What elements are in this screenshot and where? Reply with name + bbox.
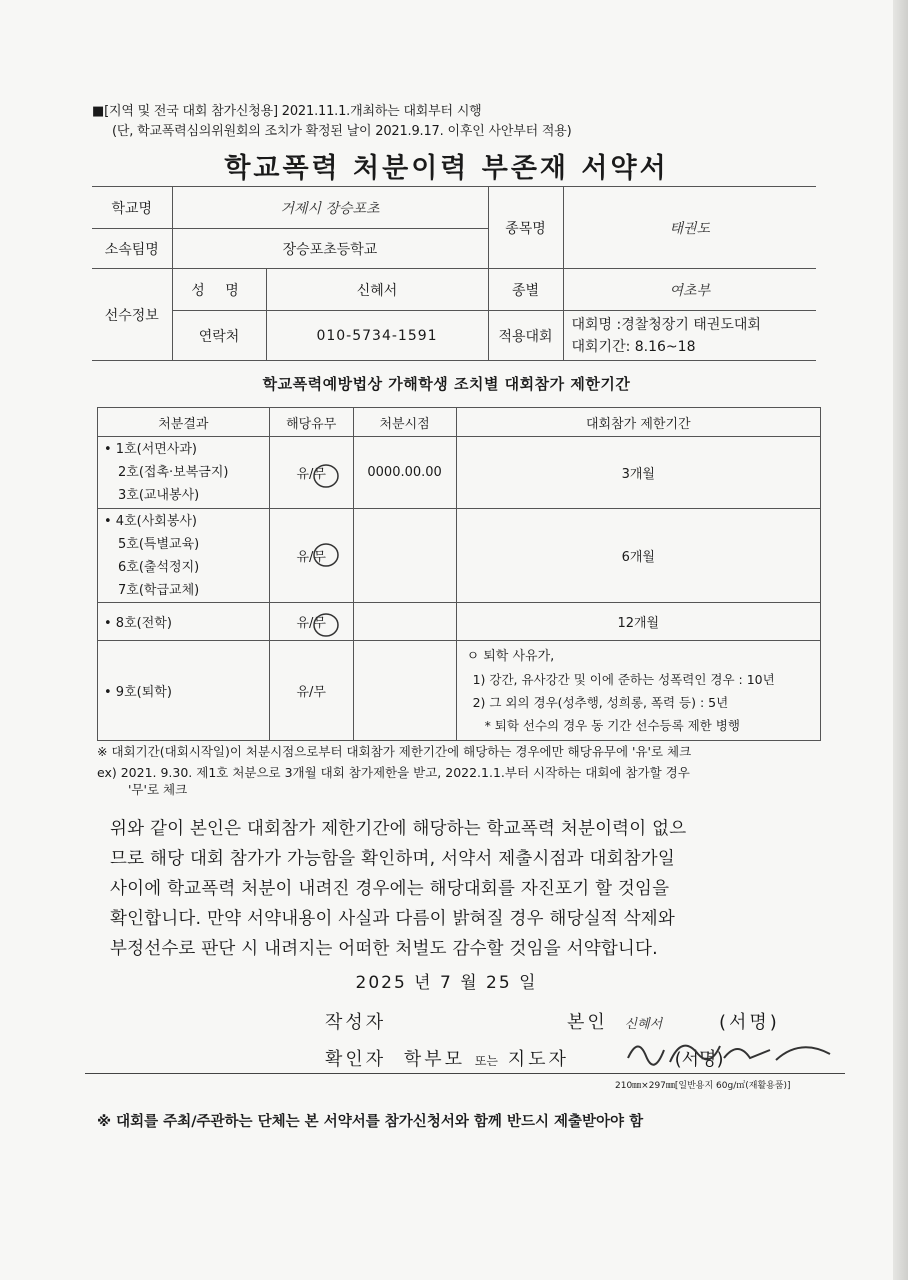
circle-mark (314, 544, 338, 566)
notice-line-2: (단, 학교폭력심의위원회의 조치가 확정된 날이 2021.9.17. 이후인 사안부터 적용) (112, 124, 572, 139)
row3-period: 12개월 (456, 603, 820, 641)
result-item: 2호(접촉·보복금지) (118, 465, 229, 480)
writer-label: 작성자 (325, 1012, 387, 1033)
period-line: 1) 강간, 유사강간 및 이에 준하는 성폭력인 경우 : 10년 (472, 671, 775, 687)
square-mark: ■ (92, 104, 105, 119)
result-item: • 1호(서면사과) (104, 442, 198, 457)
period-line: 2) 그 외의 경우(성추행, 성희롱, 폭력 등) : 5년 (472, 694, 729, 710)
self-name-handwritten: 신혜서 (624, 1017, 663, 1032)
bottom-divider (85, 1073, 845, 1074)
result-item: • 4호(사회봉사) (104, 513, 198, 529)
note-3: '무'로 체크 (128, 782, 188, 797)
checker-label: 확인자 (325, 1049, 387, 1070)
section-title: 학교폭력예방법상 가해학생 조치별 대회참가 제한기간 (262, 375, 631, 393)
notice-line-1-text: [지역 및 전국 대회 참가신청용] 2021.11.1.개최하는 대회부터 시행 (104, 104, 482, 119)
signature-stroke (628, 1046, 830, 1065)
circle-mark (314, 614, 338, 636)
col-header-applicable: 해당유무 (269, 408, 353, 437)
col-header-date: 처분시점 (353, 408, 456, 437)
pledge-line: 확인합니다. 만약 서약내용이 사실과 다름이 밝혀질 경우 해당실적 삭제와 (110, 909, 676, 929)
notice-line-1 (92, 100, 482, 119)
competition-cell (563, 311, 816, 361)
note-2: ex) 2021. 9.30. 제1호 처분으로 3개월 대회 참가제한을 받고, 2022.1.1.부터 시작하는 대회에 참가할 경우 (97, 765, 690, 780)
col-header-result: 처분결과 (98, 408, 270, 437)
row3-date (353, 603, 456, 641)
contact-label: 연락처 (172, 311, 266, 361)
period-line: * 퇴학 선수의 경우 동 기간 선수등록 제한 병행 (484, 717, 740, 733)
note-1: ※ 대회기간(대회시작일)이 처분시점으로부터 대회참가 제한기간에 해당하는 경우에만 해당유무에 '유'로 체크 (97, 744, 692, 759)
coach-label: 지도자 (507, 1049, 569, 1070)
pledge-body (110, 814, 830, 964)
handwritten-signature (620, 1028, 850, 1078)
row4-date (353, 641, 456, 741)
row1-applicable: 유/무 (269, 437, 353, 509)
discipline-table (97, 407, 821, 741)
paper-spec: 210㎜×297㎜[일반용지 60g/㎡(재활용품)] (615, 1081, 791, 1091)
col-header-period: 대회참가 제한기간 (456, 408, 820, 437)
row1-results (98, 437, 270, 509)
applied-label: 적용대회 (488, 311, 563, 361)
circle-marks (296, 456, 356, 656)
row1-date: 0000.00.00 (353, 437, 456, 509)
row2-results (98, 509, 270, 603)
event-value: 태권도 (563, 187, 816, 269)
self-label: 본인 (567, 1012, 608, 1033)
team-value: 장승포초등학교 (172, 229, 488, 269)
result-item: 5호(특별교육) (118, 536, 200, 552)
school-value: 거제시 장승포초 (172, 187, 488, 229)
pledge-line: 사이에 학교폭력 처분이 내려진 경우에는 해당대회를 자진포기 할 것임을 (110, 879, 670, 899)
row2-date (353, 509, 456, 603)
row4-applicable: 유/무 (269, 641, 353, 741)
sign-date: 2025 년 7 월 25 일 (355, 973, 538, 993)
circle-mark (314, 465, 338, 487)
category-value: 여초부 (563, 269, 816, 311)
or-label: 또는 (474, 1054, 498, 1068)
player-info-label: 선수정보 (92, 269, 172, 361)
pledge-line: 부정선수로 판단 시 내려지는 어떠한 처벌도 감수할 것임을 서약합니다. (110, 939, 658, 959)
event-label: 종목명 (488, 187, 563, 269)
row1-period: 3개월 (456, 437, 820, 509)
name-value: 신혜서 (266, 269, 488, 311)
team-label: 소속팀명 (92, 229, 172, 269)
page-edge (893, 0, 908, 1280)
info-table (92, 186, 816, 361)
row3-applicable: 유/무 (269, 603, 353, 641)
contact-value: 010-5734-1591 (266, 311, 488, 361)
result-item: 3호(교내봉사) (118, 488, 200, 503)
row4-results: • 9호(퇴학) (98, 641, 270, 741)
document-title: 학교폭력 처분이력 부존재 서약서 (224, 153, 669, 184)
self-sign: (서명) (718, 1012, 780, 1033)
checker-sign: (서명) (674, 1049, 724, 1070)
category-label: 종별 (488, 269, 563, 311)
competition-period: 대회기간: 8.16~18 (571, 338, 696, 355)
period-line: ㅇ 퇴학 사유가, (466, 648, 555, 664)
footer-note: ※ 대회를 주최/주관하는 단체는 본 서약서를 참가신청서와 함께 반드시 제출받아야 함 (97, 1114, 644, 1130)
name-label: 성 명 (172, 269, 266, 311)
school-label: 학교명 (92, 187, 172, 229)
result-item: 7호(학급교체) (118, 582, 200, 598)
row3-results: • 8호(전학) (98, 603, 270, 641)
pledge-line: 므로 해당 대회 참가가 가능함을 확인하며, 서약서 제출시점과 대회참가일 (110, 849, 676, 869)
row2-applicable: 유/무 (269, 509, 353, 603)
row4-period (456, 641, 820, 741)
pledge-line: 위와 같이 본인은 대회참가 제한기간에 해당하는 학교폭력 처분이력이 없으 (110, 819, 687, 839)
parent-label: 학부모 (403, 1049, 466, 1070)
row2-period: 6개월 (456, 509, 820, 603)
competition-name: 대회명 :경찰청장기 태권도대회 (571, 316, 761, 333)
result-item: 6호(출석정지) (118, 559, 200, 575)
